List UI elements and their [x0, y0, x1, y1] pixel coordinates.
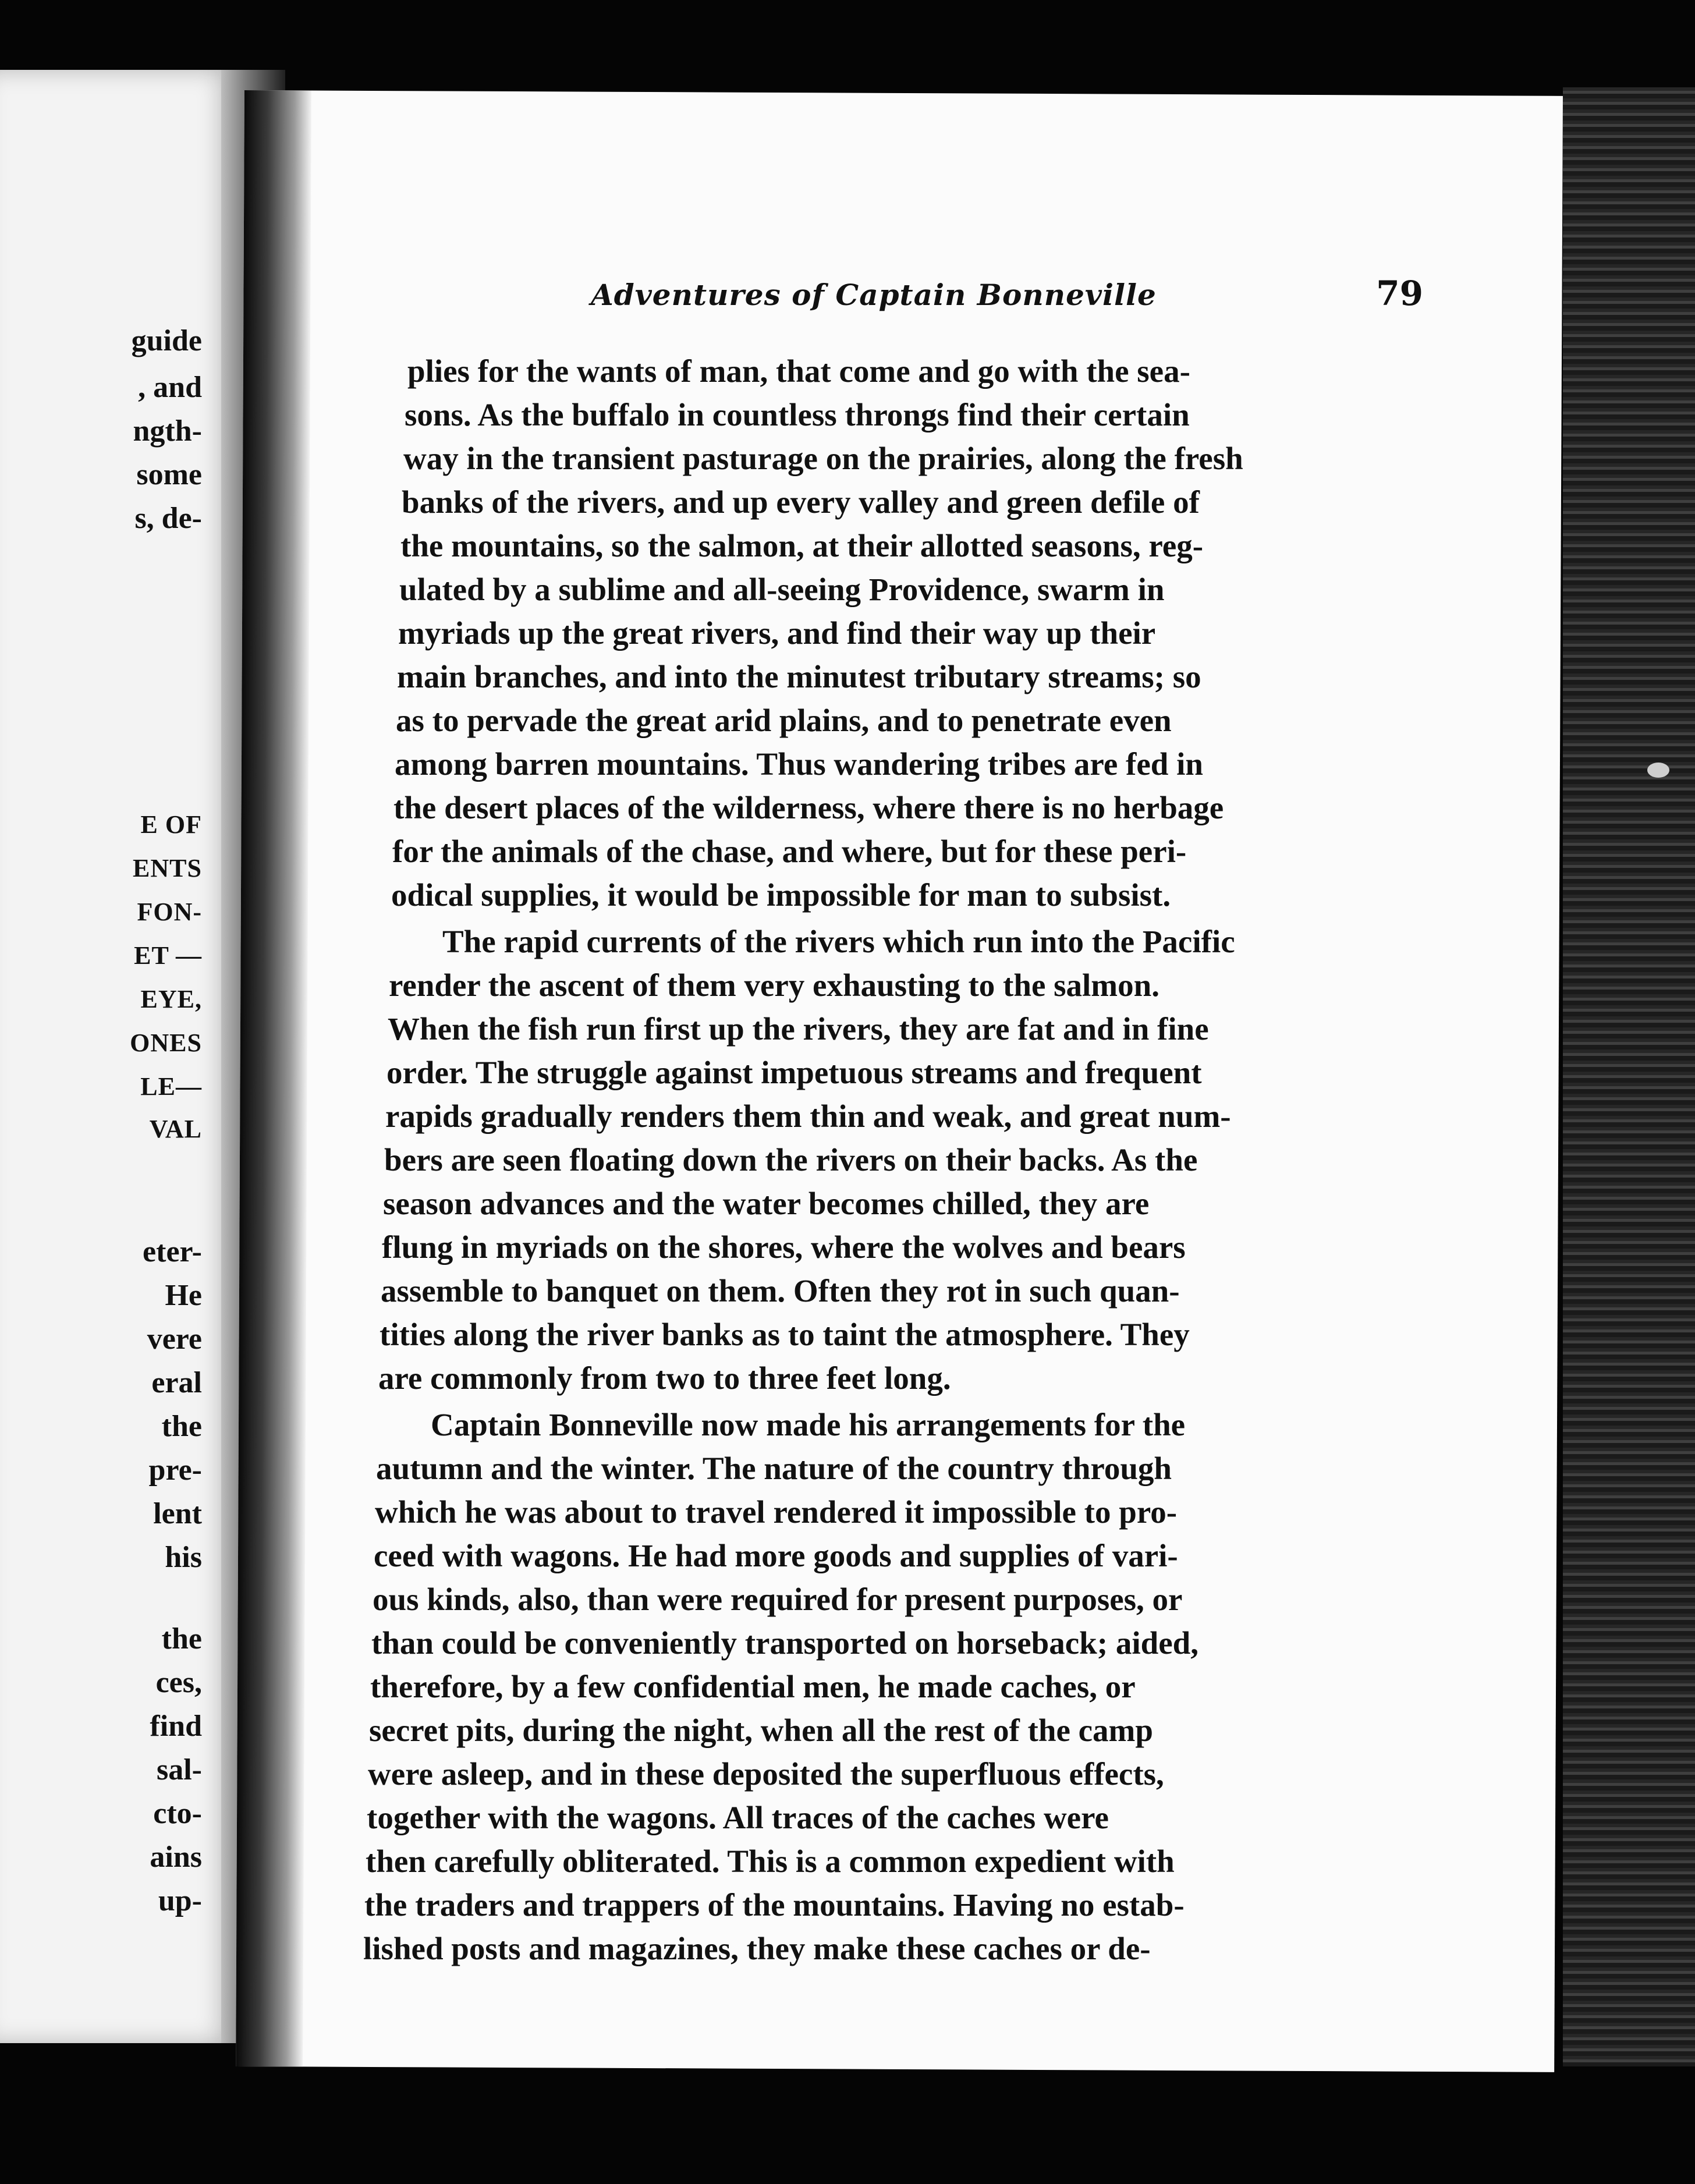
- page-edge-blemish: [1647, 763, 1669, 778]
- text-line: sons. As the buffalo in countless throngs find their certain: [405, 397, 1190, 432]
- text-line: secret pits, during the night, when all the rest of the camp: [369, 1713, 1153, 1748]
- text-line: The rapid currents of the rivers which run into the Pacific: [442, 924, 1235, 959]
- text-line: tities along the river banks as to taint the atmosphere. They: [380, 1317, 1190, 1352]
- text-line: the traders and trappers of the mountains. Having no estab-: [364, 1887, 1185, 1923]
- left-page-line: eral: [151, 1366, 202, 1399]
- left-page-line: the: [161, 1622, 202, 1655]
- left-page-line: ces,: [155, 1666, 202, 1699]
- text-line: render the ascent of them very exhausting to the salmon.: [389, 967, 1159, 1003]
- text-line: myriads up the great rivers, and find their way up their: [398, 615, 1156, 651]
- text-line: flung in myriads on the shores, where the wolves and bears: [382, 1229, 1186, 1265]
- text-line: lished posts and magazines, they make these caches or de-: [363, 1931, 1151, 1966]
- text-line: rapids gradually renders them thin and weak, and great num-: [385, 1098, 1231, 1134]
- text-line: assemble to banquet on them. Often they rot in such quan-: [381, 1273, 1180, 1309]
- left-page-line: LE—: [140, 1072, 202, 1101]
- left-page-line: EYE,: [140, 985, 202, 1013]
- text-line: When the fish run first up the rivers, they are fat and in fine: [388, 1011, 1209, 1047]
- text-line: the desert places of the wilderness, where there is no herbage: [393, 790, 1224, 825]
- left-page-line: find: [150, 1710, 202, 1743]
- text-line: season advances and the water becomes chilled, they are: [383, 1186, 1150, 1221]
- left-page-line: pre-: [148, 1453, 202, 1487]
- right-page-gutter-shadow: [236, 90, 311, 2066]
- text-line: plies for the wants of man, that come and go with the sea-: [407, 353, 1190, 389]
- left-page-line: ENTS: [133, 854, 202, 882]
- left-page-line: ains: [150, 1841, 202, 1874]
- left-page-line: cto-: [153, 1797, 202, 1830]
- text-line: Captain Bonneville now made his arrangements for the: [431, 1407, 1186, 1442]
- text-line: bers are seen floating down the rivers on their backs. As the: [384, 1142, 1198, 1178]
- text-line: ous kinds, also, than were required for present purposes, or: [373, 1582, 1183, 1617]
- left-page-line: his: [165, 1541, 202, 1574]
- text-line: together with the wagons. All traces of the caches were: [367, 1800, 1109, 1835]
- text-line: were asleep, and in these deposited the superfluous effects,: [368, 1756, 1164, 1792]
- text-line: way in the transient pasturage on the prairies, along the fresh: [403, 441, 1243, 476]
- left-page-line: ONES: [130, 1029, 202, 1057]
- left-page-line: some: [136, 458, 202, 491]
- left-page-line: ngth-: [133, 414, 202, 448]
- left-page-line: He: [165, 1279, 202, 1312]
- text-line: main branches, and into the minutest tributary streams; so: [397, 659, 1201, 694]
- left-page-line: vere: [147, 1323, 202, 1356]
- text-line: therefore, by a few confidential men, he made caches, or: [370, 1669, 1136, 1704]
- left-page-line: lent: [153, 1497, 202, 1530]
- text-line: odical supplies, it would be impossible for man to subsist.: [391, 877, 1171, 913]
- page-number: 79: [1376, 274, 1423, 313]
- text-line: as to pervade the great arid plains, and to penetrate even: [396, 703, 1172, 738]
- left-page-line: s, de-: [134, 502, 202, 535]
- left-page-line: sal-: [157, 1753, 202, 1786]
- left-page-line: E OF: [140, 810, 202, 839]
- left-page-line: up-: [158, 1884, 202, 1917]
- text-line: banks of the rivers, and up every valley and green defile of: [402, 484, 1200, 520]
- text-line: ceed with wagons. He had more goods and supplies of vari-: [374, 1538, 1178, 1573]
- text-line: autumn and the winter. The nature of the country through: [376, 1451, 1172, 1486]
- text-line: than could be conveniently transported on horseback; aided,: [371, 1625, 1198, 1661]
- text-line: among barren mountains. Thus wandering tribes are fed in: [395, 746, 1203, 782]
- running-title: Adventures of Captain Bonneville: [591, 278, 1157, 312]
- text-line: then carefully obliterated. This is a common expedient with: [366, 1843, 1175, 1879]
- running-head: [591, 274, 1423, 313]
- left-page-line: ET —: [134, 941, 202, 970]
- text-line: ulated by a sublime and all-seeing Providence, swarm in: [399, 572, 1165, 607]
- page-edge-stack: [1563, 87, 1695, 2066]
- left-page-line: guide: [131, 324, 202, 357]
- left-page-line: the: [161, 1410, 202, 1443]
- text-line: order. The struggle against impetuous streams and frequent: [386, 1055, 1202, 1090]
- left-page-line: FON-: [137, 898, 202, 926]
- left-page-line: VAL: [149, 1115, 202, 1143]
- text-line: the mountains, so the salmon, at their allotted seasons, reg-: [400, 528, 1204, 563]
- text-line: are commonly from two to three feet long.: [378, 1360, 951, 1396]
- left-page-line: eter-: [143, 1235, 202, 1268]
- text-line: for the animals of the chase, and where, but for these peri-: [392, 834, 1187, 869]
- left-page: [0, 70, 239, 2043]
- text-line: which he was about to travel rendered it impossible to pro-: [375, 1494, 1178, 1530]
- left-page-line: , and: [138, 371, 202, 404]
